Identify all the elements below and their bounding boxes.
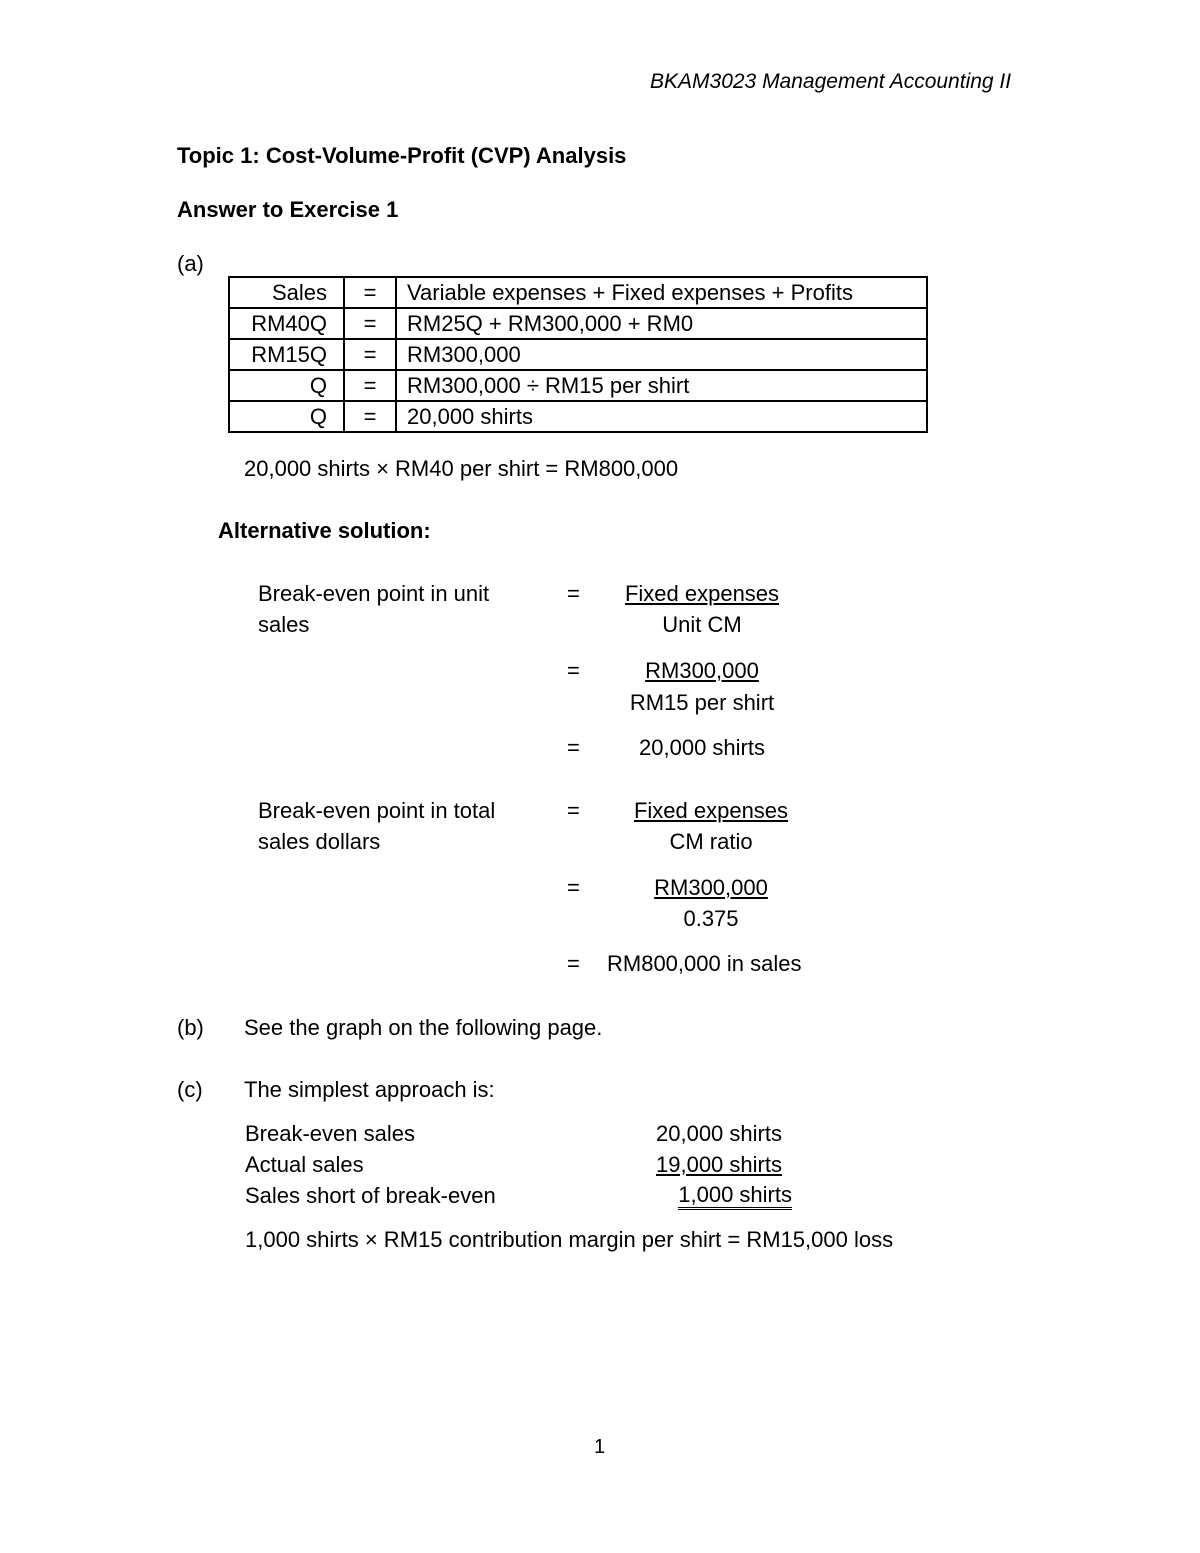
table-row [229,370,927,401]
equation-left: Sales [229,277,344,308]
row-value: 20,000 shirts [656,1121,782,1146]
fraction-numerator: RM300,000 [654,875,768,900]
equation-operator: = [344,308,396,339]
equation-operator: = [344,277,396,308]
fraction-denominator: CM ratio [669,829,753,854]
fraction-denominator: RM15 per shirt [629,690,775,715]
equation-left: Q [229,370,344,401]
equals-sign: = [567,658,580,683]
part-b-text: See the graph on the following page. [244,1015,603,1040]
equals-sign: = [567,735,580,760]
part-a-label: (a) [177,251,204,276]
equation-right: RM300,000 ÷ RM15 per shirt [396,370,927,401]
equals-sign: = [567,581,580,606]
equation-operator: = [344,339,396,370]
bep-units-result: 20,000 shirts [639,735,765,760]
equation-left: RM15Q [229,339,344,370]
alternative-heading: Alternative solution: [218,518,431,543]
part-c-label: (c) [177,1077,203,1102]
row-label: Sales short of break-even [245,1183,496,1208]
equation-right: 20,000 shirts [396,401,927,432]
loss-result: 1,000 shirts × RM15 contribution margin per shirt = RM15,000 loss [245,1227,894,1252]
row-value: 19,000 shirts [656,1152,782,1177]
section-heading: Answer to Exercise 1 [177,197,399,222]
fraction-numerator: Fixed expenses [633,798,789,823]
bep-units-label-1: Break-even point in unit [258,581,490,606]
part-b-label: (b) [177,1015,204,1040]
equation-right: RM300,000 [396,339,927,370]
table-row [229,401,927,432]
equals-sign: = [567,875,580,900]
equation-operator: = [344,401,396,432]
bep-dollars-label-1: Break-even point in total [258,798,496,823]
table-row [229,339,927,370]
equation-operator: = [344,370,396,401]
fraction-numerator: RM300,000 [645,658,759,683]
row-label: Break-even sales [245,1121,415,1146]
page-title: Topic 1: Cost-Volume-Profit (CVP) Analysis [177,143,627,168]
row-label: Actual sales [245,1152,364,1177]
page-number: 1 [594,1436,606,1458]
equals-sign: = [567,798,580,823]
table-row [229,277,927,308]
equation-table [228,276,928,433]
equation-right: RM25Q + RM300,000 + RM0 [396,308,927,339]
bep-dollars-result: RM800,000 in sales [607,951,802,976]
equals-sign: = [567,951,580,976]
part-c-intro: The simplest approach is: [244,1077,495,1102]
table-row [229,308,927,339]
fraction-denominator: Unit CM [662,612,742,637]
equation-left: RM40Q [229,308,344,339]
fraction-numerator: Fixed expenses [624,581,780,606]
running-header: BKAM3023 Management Accounting II [650,70,1012,93]
equation-right: Variable expenses + Fixed expenses + Profits [396,277,927,308]
fraction-denominator: 0.375 [683,906,739,931]
equation-left: Q [229,401,344,432]
revenue-result: 20,000 shirts × RM40 per shirt = RM800,000 [244,456,679,481]
bep-units-label-2: sales [258,612,310,637]
row-value-total: 1,000 shirts [656,1183,792,1207]
bep-dollars-label-2: sales dollars [258,829,381,854]
